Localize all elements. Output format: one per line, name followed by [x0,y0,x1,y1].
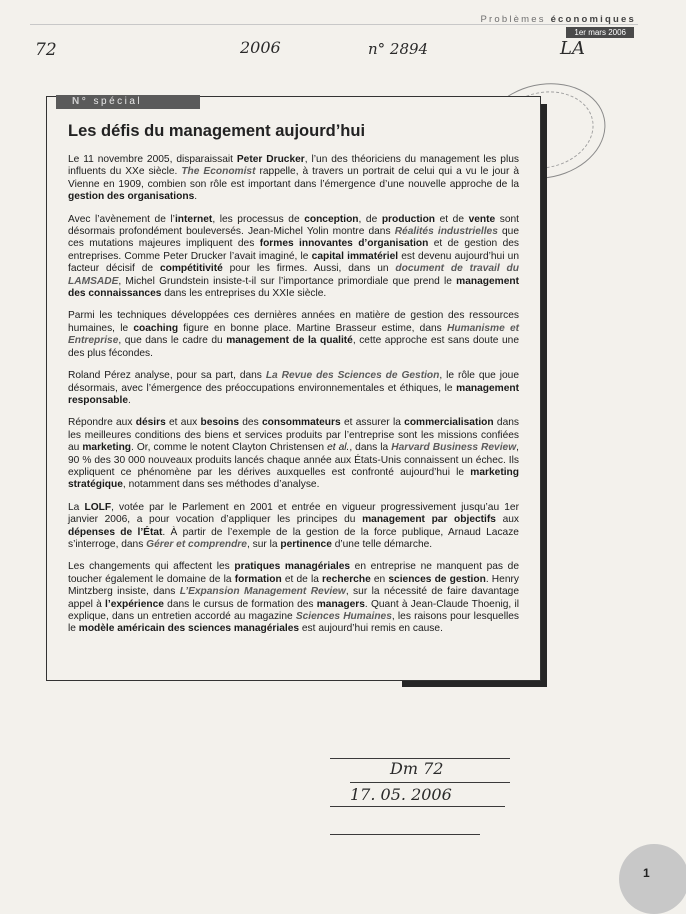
text-run: . À partir de l’exemple de la gestion de la force publique, Arnaud Lacaze s’interroge, dans [68,526,519,550]
form-line [330,834,480,835]
bold-term: consommateurs [261,417,341,429]
handwritten-top-right: LA [560,38,585,59]
section-label [56,95,200,109]
text-run: d’une telle démarche. [331,538,433,550]
bold-term: compétitivité [159,263,223,275]
masthead-bold: économiques [550,14,636,25]
bold-term: formation [234,573,282,585]
text-run: figure en bonne place. Martine Brasseur estime, dans [178,322,447,334]
paragraph [68,502,519,552]
handwritten-top-left: 72 [35,40,57,60]
article-title: Les défis du management aujourd’hui [68,122,366,140]
text-run: . Or, comme le notent Clayton Christensen [131,442,328,454]
text-run: . Quant à Jean-Claude Thoenig, il explique, dans un entretien accordé au magazine [68,598,519,622]
text-run: en [370,573,389,585]
text-run: dans les meilleures conditions des biens et services produits par l’entreprise sont les missions confiées au [68,417,520,454]
text-run: La [68,501,85,513]
bold-term: pertinence [280,538,332,550]
bold-term: managers [316,598,365,610]
text-run: , que dans le cadre du [118,335,227,347]
handwritten-code: Dm 72 [390,759,444,778]
text-run: , dans la [349,442,392,454]
bold-term: management de la qualité [226,335,353,347]
bold-term: besoins [200,417,239,429]
text-run: , Michel Grundstein insiste-t-il sur l’importance primordiale que prend le [118,275,457,287]
publication-title: The Economist [181,166,256,178]
bold-term: pratiques managériales [234,561,351,573]
bold-term: sciences de gestion [388,573,486,585]
text-run: Avec l’avènement de l’ [68,213,175,225]
text-run: , les processus de [212,213,305,225]
paragraph [68,214,519,301]
bold-term: dépenses de l’État [68,526,163,538]
text-run: , de [358,213,382,225]
form-line [330,806,505,807]
text-run: des [238,417,262,429]
publication-title: document de travail du LAMSADE [68,263,519,287]
publication-title: Humanisme et Entreprise [68,322,520,347]
text-run: est devenu aujourd’hui un facteur décisif de [68,250,519,275]
paragraph [68,417,519,491]
bold-term: management par objectifs [362,514,496,526]
journal-masthead [481,14,637,25]
text-run: , sur la nécessité de faire davantage appel à [68,586,519,610]
bold-term: Peter Drucker [236,154,305,165]
text-run: , l’un des théoriciens du management les plus influents du XXe siècle. [68,154,519,178]
text-run: , 90 % des 30 000 nouveaux produits lancés chaque année aux États-Unis connaissent un échec. Ils expliquent ce phénomène par les dérives auxquelles est confronté aujourd’hui le [68,442,519,478]
text-run: et de [435,213,469,225]
issue-date: 1er mars 2006 [566,27,634,38]
publication-title: Harvard Business Review [391,442,517,454]
paragraph [68,370,519,407]
publication-title: La Revue des Sciences de Gestion [265,370,440,382]
bold-term: marketing [82,442,132,454]
publication-title: Gérer et comprendre [146,538,247,550]
paragraph [68,561,519,635]
bold-term: LOLF [84,501,112,513]
bold-term: vente [468,213,496,225]
form-line [350,782,510,783]
text-run: , les raisons pour lesquelles le [68,611,519,635]
page-number-badge [619,844,686,914]
bold-term: coaching [133,322,179,334]
text-run: , sur la [246,538,281,550]
handwritten-date: 17. 05. 2006 [350,785,452,804]
paragraph [68,154,519,204]
text-run: en entreprise ne manquent pas de toucher également le domaine de la [68,561,519,585]
text-run: rappelle, à travers un portrait de celui qui a vu le jour à Vienne en 1909, combien son rôle est important dans l’émergence d’une nouvelle approche de la [68,166,519,190]
text-run: dans le cursus de formation des [163,598,317,610]
publication-title: Réalités industrielles [394,226,498,238]
text-run: et assurer la [340,417,405,429]
bold-term: gestion des organisations [68,191,195,203]
box-shadow-bottom [402,680,547,687]
text-run: Les changements qui affectent les [68,561,235,573]
text-run: aux [495,514,520,526]
text-run: que ces mutations majeures impliquent des [68,226,520,250]
handwritten-year: 2006 [240,38,281,57]
bold-term: recherche [322,573,371,585]
paragraph [68,310,519,360]
section-label-sign: N° [72,96,89,107]
text-run: dans les entreprises du XXIe siècle. [161,288,327,300]
text-run: et aux [165,417,201,429]
text-run: , votée par le Parlement en 2001 et entrée en vigueur progressivement jusqu’au 1er janvier 2006, a pour vocation d’appliquer les principes du [68,501,519,526]
box-shadow-right [540,104,547,687]
bold-term: production [381,213,436,225]
text-run: et al. [327,442,350,454]
text-run: . [194,191,198,203]
text-run: , le rôle que joue désormais, avec l’émergence des préoccupations environnementales et éthiques, le [68,370,520,394]
text-run: Parmi les techniques développées ces dernières années en matière de gestion des ressources humaines, le [68,310,519,334]
bold-term: l’expérience [105,598,164,610]
publication-title: L’Expansion Management Review [179,586,346,598]
masthead-light: Problèmes [480,14,551,25]
bold-term: internet [174,213,213,225]
text-run: et de gestion des entreprises. Comme Peter Drucker l’avait imaginé, le [68,238,520,262]
text-run: Roland Pérez analyse, pour sa part, dans [68,370,266,382]
text-run: Le 11 novembre 2005, disparaissait [68,154,237,165]
bold-term: conception [304,213,359,225]
text-run: est aujourd’hui remis en cause. [299,623,443,635]
publication-title: Sciences Humaines [295,611,392,622]
article-body [68,154,519,646]
text-run: , notamment dans ses méthodes d’analyse. [122,479,320,491]
text-run: Répondre aux [68,417,136,429]
bold-term: management responsable [68,382,519,406]
bold-term: marketing stratégique [68,466,519,491]
text-run: sont désormais profondément bouleversés. Jean-Michel Yolin montre dans [68,213,520,238]
handwritten-number: n° 2894 [368,40,429,58]
bold-term: commercialisation [404,417,494,429]
text-run: et de la [281,573,323,585]
bold-term: modèle américain des sciences managériales [78,623,300,635]
text-run: pour les firmes. Aussi, dans un [222,263,396,275]
bold-term: formes innovantes d’organisation [259,238,429,250]
bold-term: capital immatériel [311,250,399,262]
section-label-word: spécial [93,96,143,107]
text-run: , cette approche est sans doute une des plus fécondes. [68,335,519,359]
bold-term: désirs [135,417,166,429]
text-run: . Henry Mintzberg insiste, dans [68,573,519,598]
page-number: 1 [643,866,650,880]
text-run: . [128,394,131,406]
bold-term: management des connaissances [68,275,519,300]
